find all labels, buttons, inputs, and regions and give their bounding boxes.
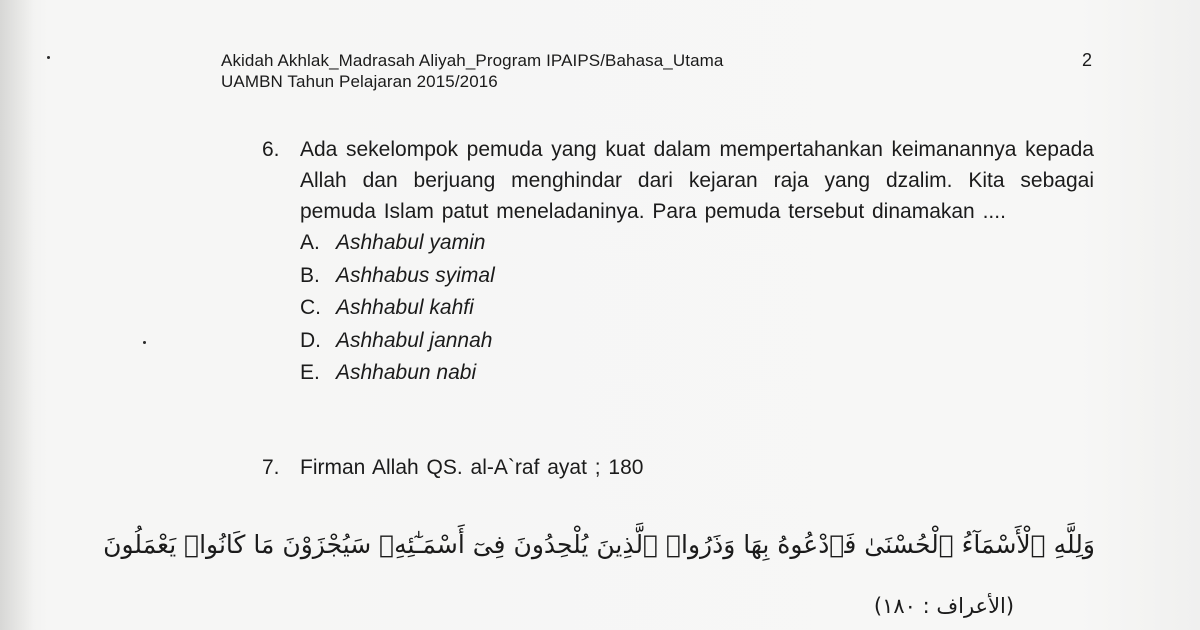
question-number: 6. <box>262 138 280 161</box>
option-d <box>300 325 1094 358</box>
option-e <box>300 357 1094 390</box>
option-letter: B. <box>300 263 320 287</box>
question-text: Ada sekelompok pemuda yang kuat dalam mempertahankan keimanannya kepada Allah dan berjuang menghindar dari kejaran raja yang dzalim. Kita sebagai pemuda Islam patut meneladaninya. Para pemuda tersebut dinamakan .... <box>300 138 1094 223</box>
option-b <box>300 260 1094 293</box>
verse-reference: (الأعراف : ١٨٠) <box>873 594 1015 618</box>
scan-edge-shadow <box>0 0 34 630</box>
option-text: Ashhabun nabi <box>336 361 477 384</box>
option-text: Ashhabul kahfi <box>336 296 474 319</box>
option-text: Ashhabus syimal <box>336 263 495 287</box>
question-7 <box>262 452 1062 483</box>
option-a <box>300 227 1094 260</box>
exam-header <box>221 50 723 92</box>
answer-options <box>300 227 1094 390</box>
option-text: Ashhabul jannah <box>336 328 493 352</box>
header-subject-line: Akidah Akhlak_Madrasah Aliyah_Program IPAIPS/Bahasa_Utama <box>221 51 724 70</box>
page-number: 2 <box>1082 50 1093 70</box>
option-letter: E. <box>300 361 320 384</box>
question-number: 7. <box>262 456 280 479</box>
scan-speck <box>143 341 146 344</box>
scan-speck <box>47 56 50 59</box>
option-c <box>300 292 1094 325</box>
question-6 <box>262 134 1094 411</box>
option-letter: A. <box>300 231 320 254</box>
quran-verse: وَلِلَّهِ ٱلْأَسْمَآءُ ٱلْحُسْنَىٰ فَٱدْعُوهُ بِهَا وَذَرُوا۟ ٱلَّذِينَ يُلْحِدُونَ فِىٓ أَسْمَـٰٓئِهِۦ سَيُجْزَوْنَ مَا كَانُوا۟ يَعْمَلُونَ <box>103 530 1095 559</box>
question-text: Firman Allah QS. al-A`raf ayat ; 180 <box>300 456 644 479</box>
option-letter: D. <box>300 328 321 352</box>
option-letter: C. <box>300 296 321 319</box>
header-year-line: UAMBN Tahun Pelajaran 2015/2016 <box>221 72 498 91</box>
option-text: Ashhabul yamin <box>336 231 486 254</box>
